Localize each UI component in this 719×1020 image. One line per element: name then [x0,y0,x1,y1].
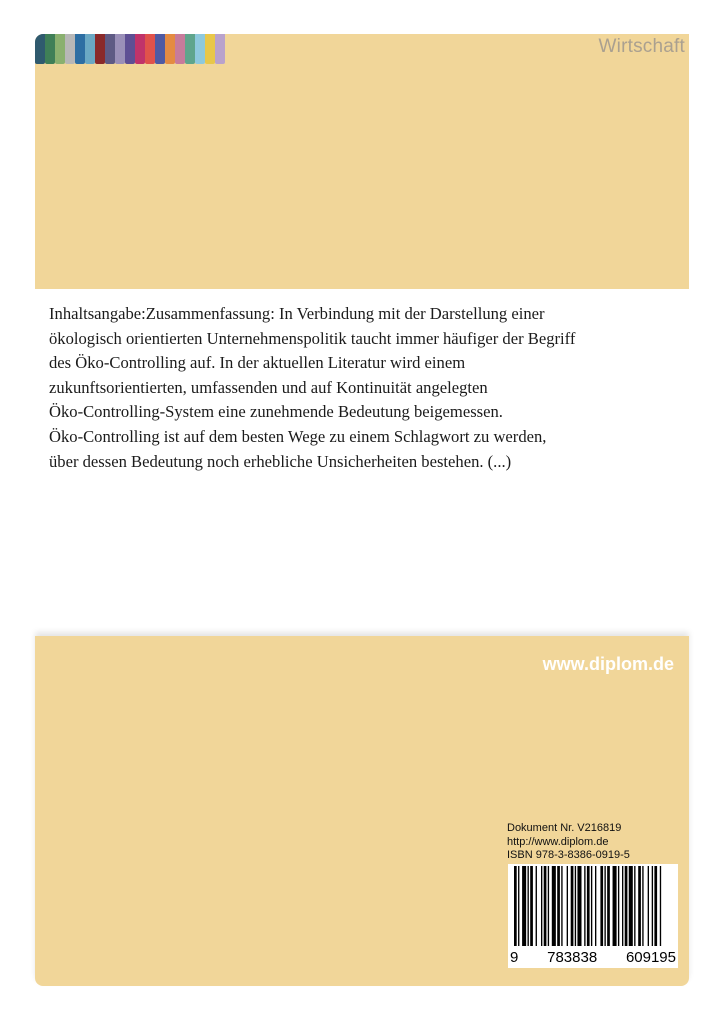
barcode-bar [642,866,643,946]
barcode-bar [607,866,610,946]
barcode-bar [652,866,653,946]
barcode-bar [591,866,592,946]
color-stripe [35,34,45,64]
color-stripe [165,34,175,64]
barcode-bar [514,866,517,946]
color-stripe [45,34,55,64]
cover-top-panel [35,34,689,289]
barcode-bar [536,866,537,946]
barcode-bar [638,866,641,946]
isbn-label: ISBN 978-3-8386-0919-5 [507,849,630,861]
barcode-bar [552,866,556,946]
color-stripe [75,34,85,64]
color-stripe [65,34,75,64]
color-stripe [95,34,105,64]
color-stripe [195,34,205,64]
document-number: Dokument Nr. V216819 [507,822,622,834]
abstract-line: über dessen Bedeutung noch erhebliche Unsicherheiten bestehen. (...) [49,451,512,471]
barcode-bar [587,866,590,946]
color-stripe [125,34,135,64]
barcode-bar [541,866,542,946]
color-stripe [205,34,215,64]
barcode-bar [613,866,617,946]
barcode-digits [508,949,678,966]
barcode-bar [600,866,603,946]
barcode-bar [584,866,585,946]
barcode-bar [577,866,581,946]
abstract-line: zukunftsorientierten, umfassenden und auf Kontinuität angelegten [49,377,488,397]
barcode-bar [648,866,649,946]
barcode-bar [604,866,605,946]
color-stripe [55,34,65,64]
abstract-line: ökologisch orientierten Unternehmenspolitik taucht immer häufiger der Begriff [49,328,576,348]
barcode-bar [654,866,657,946]
barcode-bar [571,866,574,946]
barcode-bar [575,866,576,946]
color-stripe [85,34,95,64]
barcode-digit-group: 609195 [625,949,676,966]
color-stripe-bar [35,34,225,64]
barcode-bar [528,866,529,946]
color-stripe [155,34,165,64]
barcode-bar [567,866,568,946]
abstract-line: Öko-Controlling-System eine zunehmende Bedeutung beigemessen. [49,402,503,422]
barcode-digit-group: 9 [510,949,519,966]
barcode-bar [622,866,623,946]
website-label[interactable]: www.diplom.de [542,654,674,674]
barcode-bar [522,866,526,946]
barcode-bar [561,866,562,946]
barcode-bar [518,866,519,946]
color-stripe [185,34,195,64]
barcode-digit-group: 783838 [547,949,598,966]
abstract-text [49,302,674,474]
abstract-line: des Öko-Controlling auf. In der aktuellen Literatur wird einem [49,353,466,373]
color-stripe [145,34,155,64]
barcode-bar [548,866,549,946]
barcode-bar [544,866,547,946]
abstract-line: Öko-Controlling ist auf dem besten Wege zu einem Schlagwort zu werden, [49,426,547,446]
document-info [507,822,630,863]
color-stripe [215,34,225,64]
barcode-bars [508,864,678,950]
document-url[interactable]: http://www.diplom.de [507,835,609,848]
abstract-line: Inhaltsangabe:Zusammenfassung: In Verbindung mit der Darstellung einer [49,304,545,323]
color-stripe [135,34,145,64]
color-stripe [105,34,115,64]
barcode-bar [618,866,619,946]
barcode-bar [625,866,628,946]
barcode-bar [634,866,635,946]
barcode-bar [530,866,533,946]
category-label: Wirtschaft [598,36,685,57]
barcode-bar [660,866,661,946]
barcode-bar [557,866,560,946]
color-stripe [115,34,125,64]
barcode-bar [629,866,633,946]
barcode-bar [595,866,596,946]
isbn-barcode [508,864,678,968]
color-stripe [175,34,185,64]
